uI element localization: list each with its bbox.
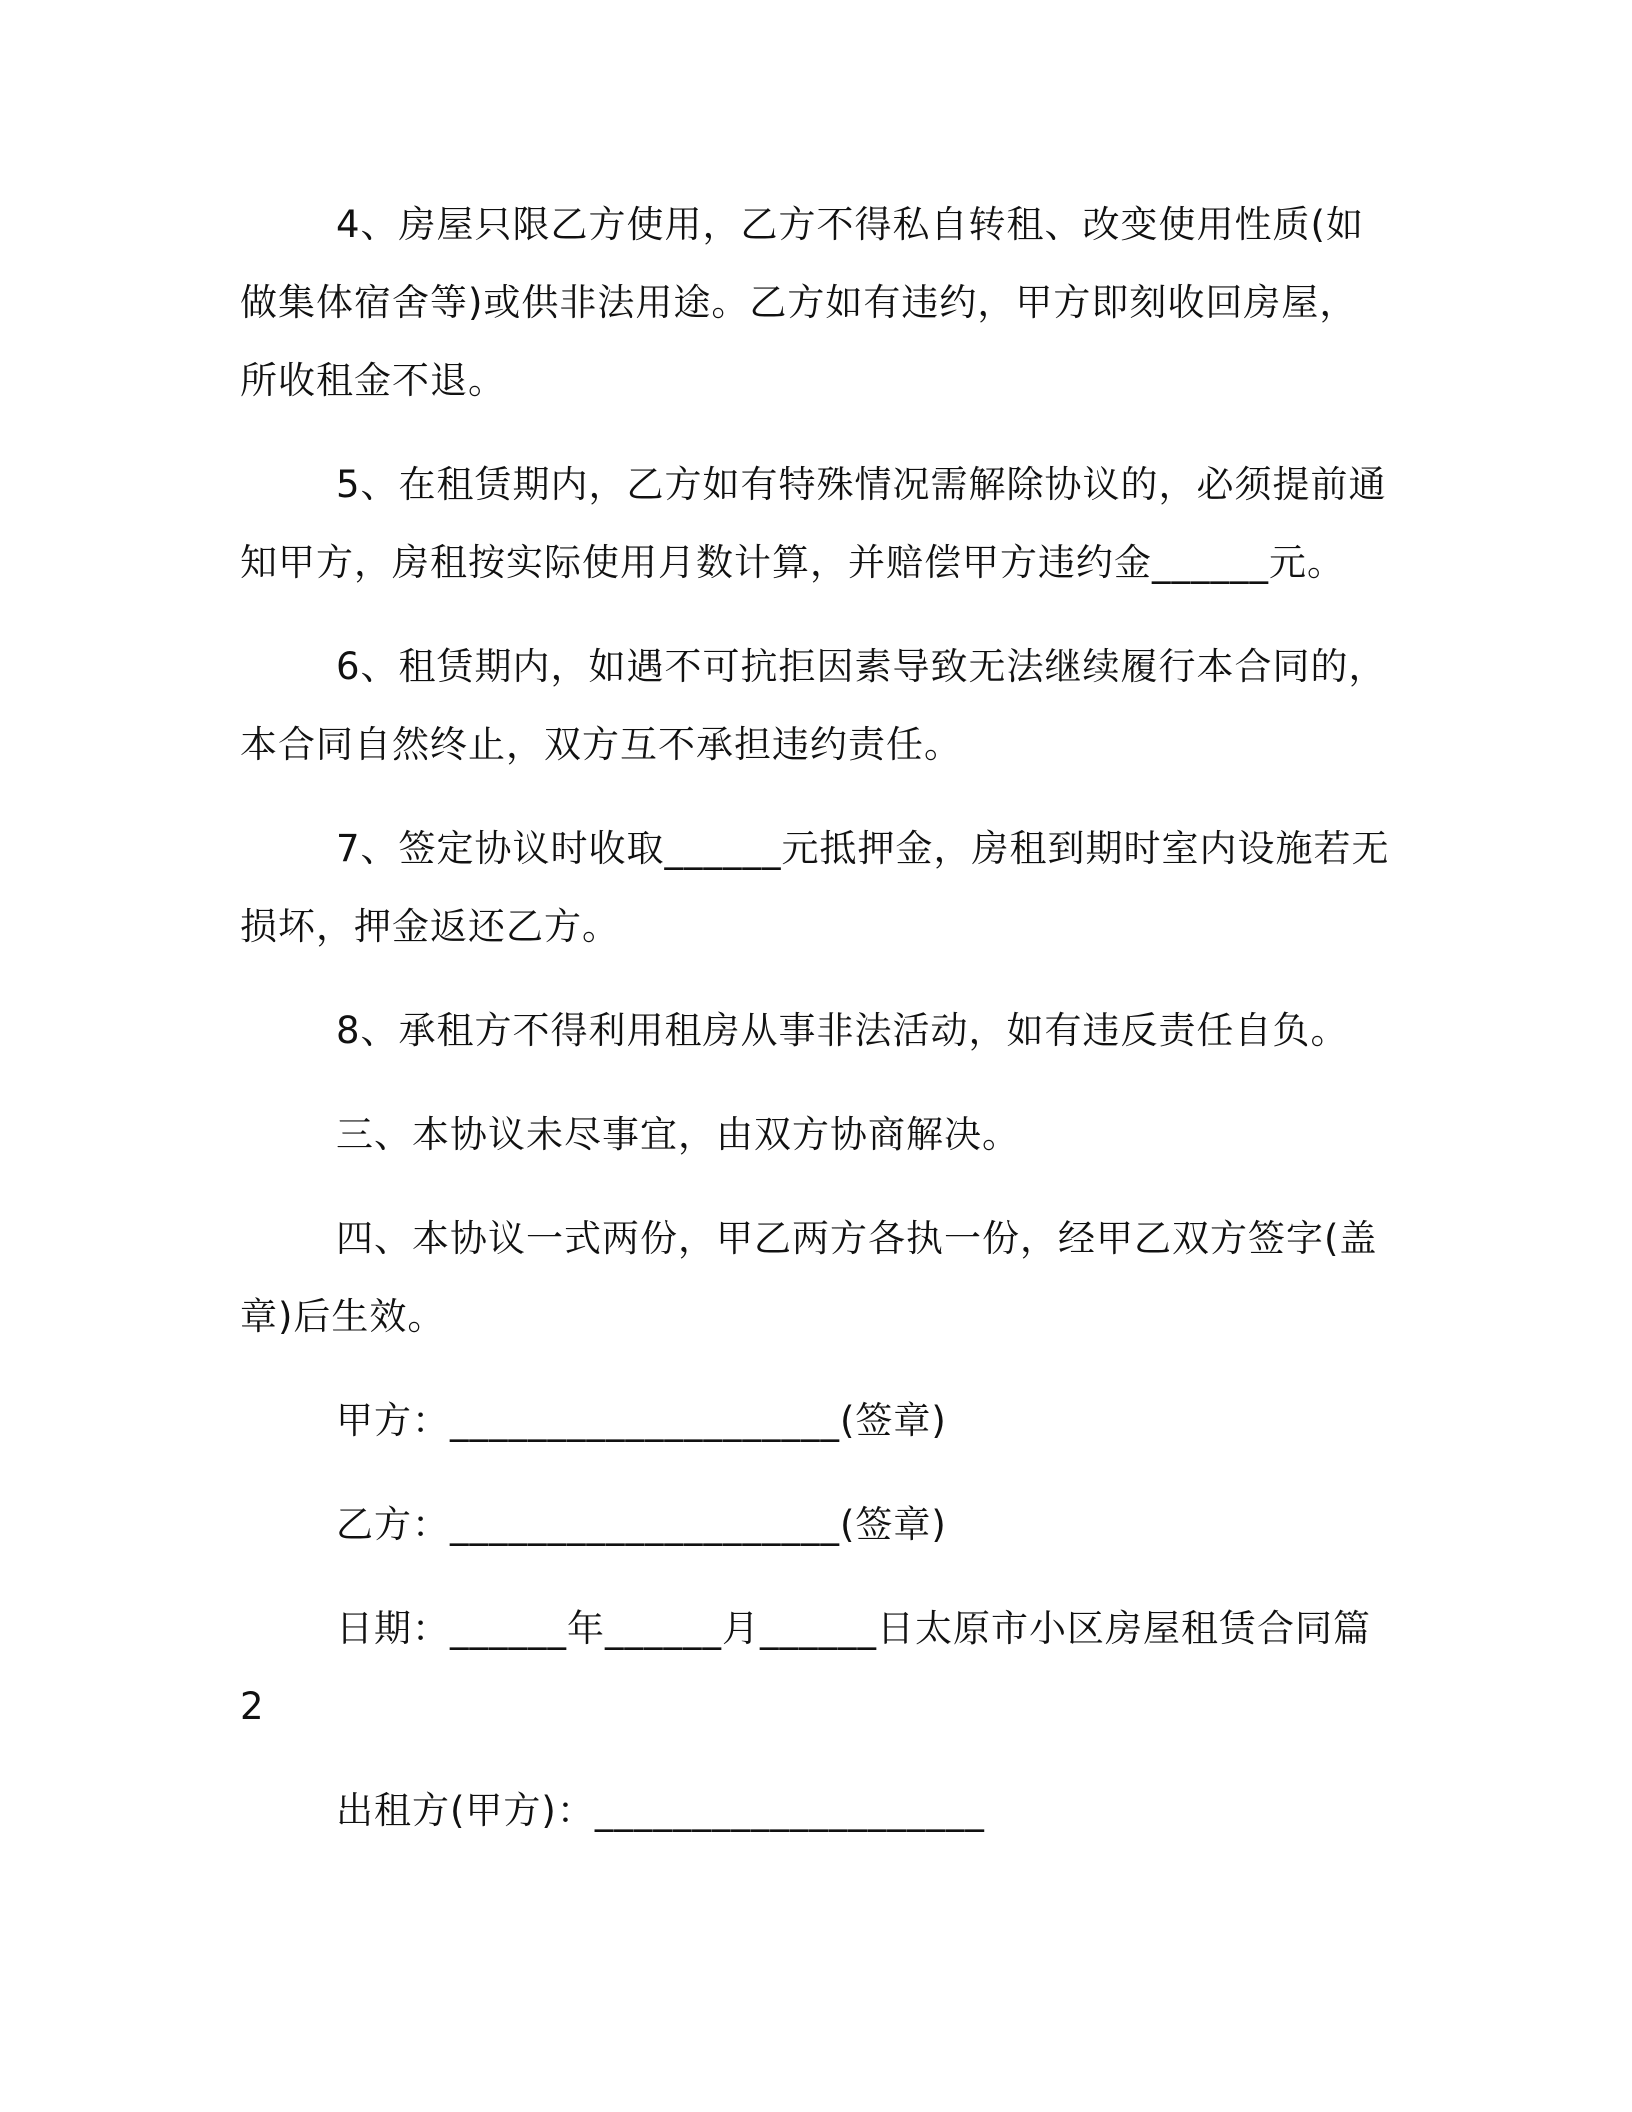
lessor-line: 出租方(甲方)：____________________ [336,1789,985,1832]
section-three: 三、本协议未尽事宜，由双方协商解决。 [336,1113,1020,1156]
party-a-signature-line: 甲方：____________________(签章) [336,1399,947,1442]
clause-8: 8、承租方不得利用租房从事非法活动，如有违反责任自负。 [336,1009,1349,1052]
clause-6: 6、租赁期内，如遇不可抗拒因素导致无法继续履行本合同的，本合同自然终止，双方互不承担违约责任。 [240,645,1387,766]
clause-4: 4、房屋只限乙方使用，乙方不得私自转租、改变使用性质(如做集体宿舍等)或供非法用途。乙方如有违约，甲方即刻收回房屋，所收租金不退。 [240,203,1364,402]
date-line: 日期：______年______月______日太原市小区房屋租赁合同篇 2 [240,1607,1371,1728]
document-body [240,186,1390,1876]
clause-7: 7、签定协议时收取______元抵押金，房租到期时室内设施若无损坏，押金返还乙方。 [240,827,1390,948]
party-b-signature-line: 乙方：____________________(签章) [336,1503,947,1546]
section-four: 四、本协议一式两份，甲乙两方各执一份，经甲乙双方签字(盖章)后生效。 [240,1217,1378,1338]
clause-5: 5、在租赁期内，乙方如有特殊情况需解除协议的，必须提前通知甲方，房租按实际使用月数计算，并赔偿甲方违约金______元。 [240,463,1387,584]
